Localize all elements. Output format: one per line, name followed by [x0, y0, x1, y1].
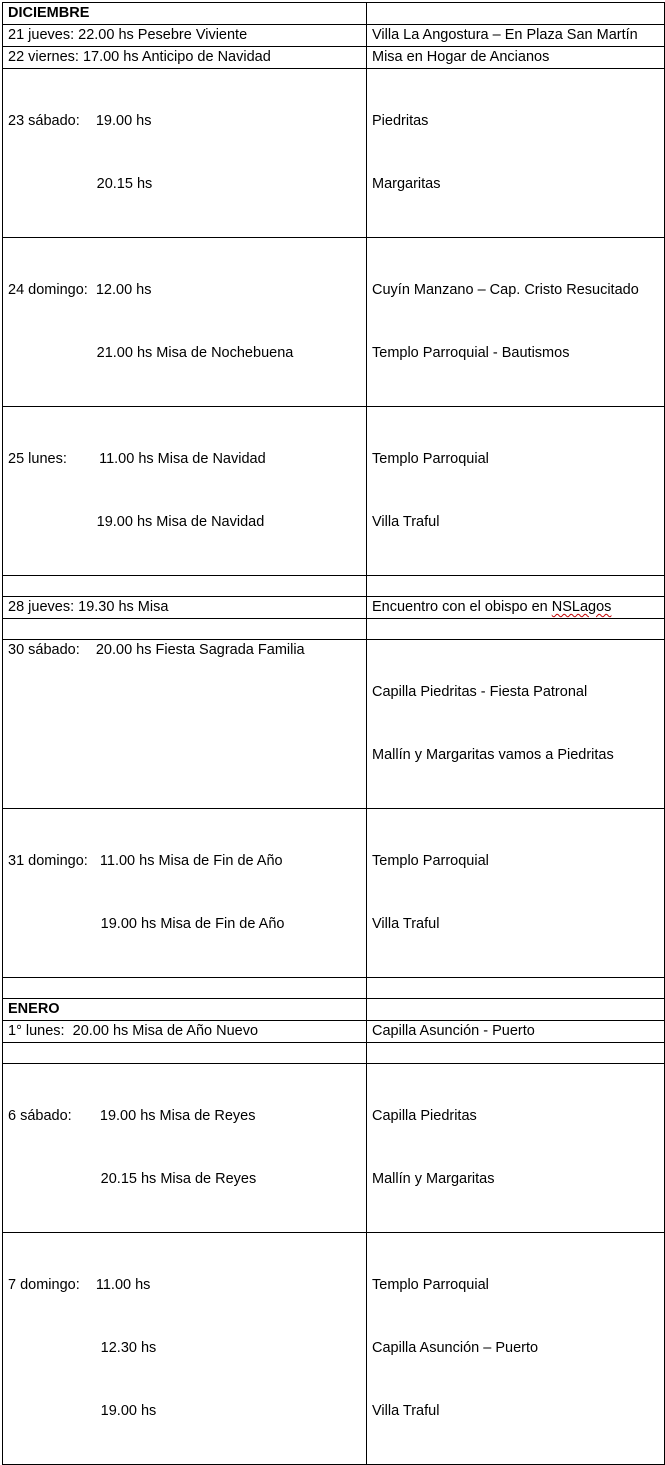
place-line: Capilla Piedritas - Fiesta Patronal	[372, 684, 588, 700]
table-row	[3, 597, 665, 619]
date-line: 24 domingo: 12.00 hs	[8, 282, 152, 298]
table-row	[3, 1021, 665, 1043]
date-cell	[3, 25, 367, 47]
table-row	[3, 809, 665, 978]
place-line: Mallín y Margaritas	[372, 1171, 495, 1187]
empty-cell	[3, 619, 367, 640]
date-line: 19.00 hs Misa de Navidad	[8, 514, 265, 530]
spacer-row	[3, 576, 665, 597]
date-line: 7 domingo: 11.00 hs	[8, 1277, 151, 1293]
date-line: 21 jueves: 22.00 hs Pesebre Viviente	[8, 27, 248, 43]
date-line: 19.00 hs Misa de Fin de Año	[8, 916, 285, 932]
date-line: 6 sábado: 19.00 hs Misa de Reyes	[8, 1108, 256, 1124]
place-line: Misa en Hogar de Ancianos	[372, 49, 550, 65]
table-row	[3, 1233, 665, 1465]
empty-cell	[367, 1043, 665, 1064]
place-line: Villa Traful	[372, 514, 440, 530]
place-text: Encuentro con el obispo en	[372, 599, 552, 615]
date-line: 28 jueves: 19.30 hs Misa	[8, 599, 169, 615]
spacer-row	[3, 1043, 665, 1064]
place-line: Templo Parroquial	[372, 1277, 489, 1293]
date-line: 22 viernes: 17.00 hs Anticipo de Navidad	[8, 49, 271, 65]
empty-cell	[3, 978, 367, 999]
empty-cell	[367, 999, 665, 1021]
date-line: 1° lunes: 20.00 hs Misa de Año Nuevo	[8, 1023, 259, 1039]
place-cell	[367, 1064, 665, 1233]
date-line: 21.00 hs Misa de Nochebuena	[8, 345, 294, 361]
date-cell	[3, 809, 367, 978]
table-row	[3, 407, 665, 576]
place-cell	[367, 1233, 665, 1465]
month-header-row	[3, 999, 665, 1021]
date-cell	[3, 238, 367, 407]
place-line: Capilla Asunción – Puerto	[372, 1340, 539, 1356]
table-row	[3, 25, 665, 47]
table-row	[3, 69, 665, 238]
table-row	[3, 47, 665, 69]
place-line: Templo Parroquial - Bautismos	[372, 345, 570, 361]
place-cell	[367, 597, 665, 619]
date-line: 31 domingo: 11.00 hs Misa de Fin de Año	[8, 853, 283, 869]
table-row	[3, 1064, 665, 1233]
place-line: Cuyín Manzano – Cap. Cristo Resucitado	[372, 282, 639, 298]
place-line: Villa La Angostura – En Plaza San Martín	[372, 27, 638, 43]
place-line: Villa Traful	[372, 916, 440, 932]
empty-cell	[367, 978, 665, 999]
place-line: Templo Parroquial	[372, 853, 489, 869]
place-line: Capilla Asunción - Puerto	[372, 1023, 535, 1039]
place-line: Capilla Piedritas	[372, 1108, 477, 1124]
date-line: 12.30 hs	[8, 1340, 157, 1356]
date-line: 20.15 hs	[8, 176, 153, 192]
spacer-row	[3, 978, 665, 999]
date-line: 25 lunes: 11.00 hs Misa de Navidad	[8, 451, 266, 467]
date-cell	[3, 597, 367, 619]
date-cell	[3, 407, 367, 576]
empty-cell	[367, 619, 665, 640]
date-cell	[3, 69, 367, 238]
place-cell	[367, 640, 665, 809]
place-cell	[367, 238, 665, 407]
date-cell	[3, 640, 367, 809]
date-line: 23 sábado: 19.00 hs	[8, 113, 152, 129]
place-line: Margaritas	[372, 176, 441, 192]
date-line: 30 sábado: 20.00 hs Fiesta Sagrada Familia	[8, 642, 305, 658]
date-cell	[3, 1233, 367, 1465]
month-header-enero: ENERO	[3, 999, 367, 1021]
place-cell	[367, 47, 665, 69]
date-cell	[3, 1064, 367, 1233]
place-cell	[367, 407, 665, 576]
place-line: Mallín y Margaritas vamos a Piedritas	[372, 747, 614, 763]
empty-cell	[367, 576, 665, 597]
empty-cell	[367, 3, 665, 25]
place-line: Templo Parroquial	[372, 451, 489, 467]
table-row	[3, 238, 665, 407]
spacer-row	[3, 619, 665, 640]
place-cell	[367, 809, 665, 978]
place-line	[372, 597, 664, 618]
month-header-row	[3, 3, 665, 25]
place-cell	[367, 25, 665, 47]
table-row	[3, 640, 665, 809]
place-cell	[367, 69, 665, 238]
schedule-table	[2, 2, 665, 1465]
month-header-diciembre: DICIEMBRE	[3, 3, 367, 25]
spellcheck-flagged-word: NSLagos	[551, 599, 612, 615]
place-line: Piedritas	[372, 113, 429, 129]
date-cell	[3, 1021, 367, 1043]
date-cell	[3, 47, 367, 69]
date-line: 19.00 hs	[8, 1403, 157, 1419]
date-line: 20.15 hs Misa de Reyes	[8, 1171, 257, 1187]
place-cell	[367, 1021, 665, 1043]
empty-cell	[3, 1043, 367, 1064]
empty-cell	[3, 576, 367, 597]
place-line: Villa Traful	[372, 1403, 440, 1419]
